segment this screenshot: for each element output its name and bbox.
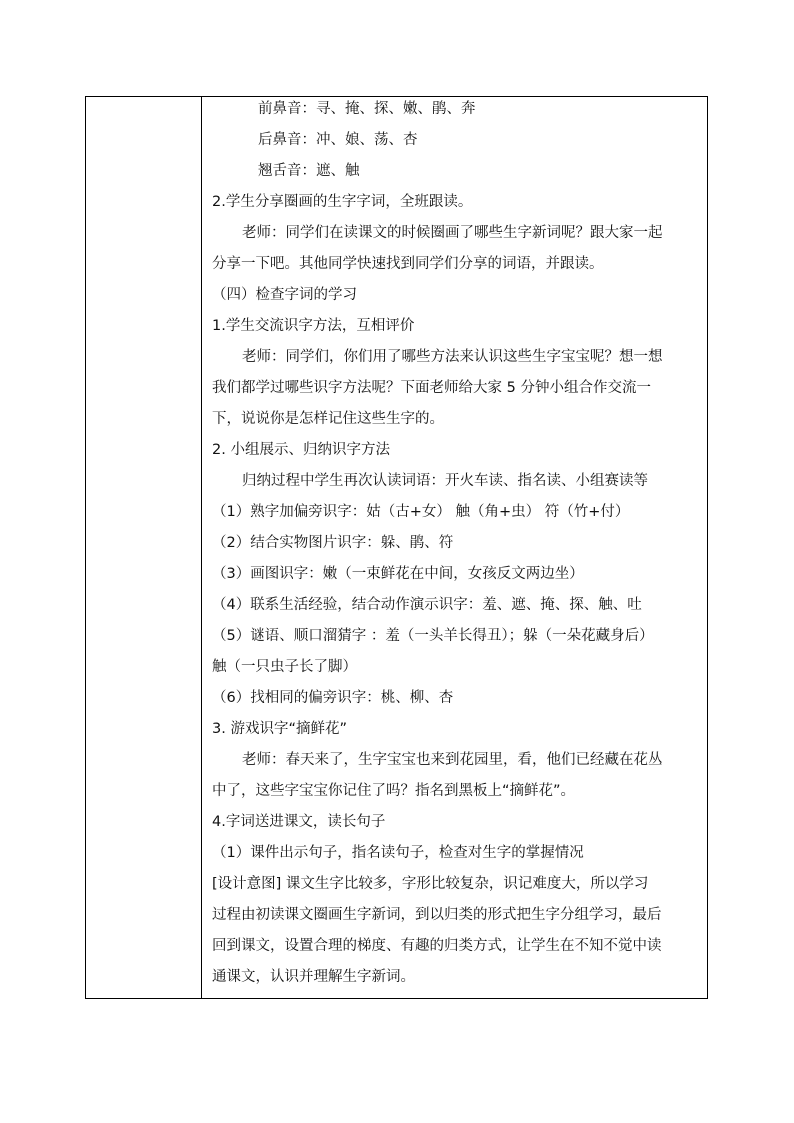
design-intent-line-4: 通课文，认识并理解生字新词。 <box>212 969 415 985</box>
text-line-back-nasal: 后鼻音：冲、娘、荡、杏 <box>258 132 418 148</box>
design-intent-line-1: [设计意图] 课文生字比较多，字形比较复杂，识记难度大，所以学习 <box>212 876 649 892</box>
text-line-teacher-2c: 下，说说你是怎样记住这些生字的。 <box>212 411 444 427</box>
lesson-plan-table <box>85 96 708 999</box>
text-line-teacher-1b: 分享一下吧。其他同学快速找到同学们分享的词语，并跟读。 <box>212 256 604 272</box>
text-line-teacher-3a: 老师：春天来了，生字宝宝也来到花园里，看，他们已经藏在花丛 <box>242 752 663 768</box>
list-item-6: （6）找相同的偏旁识字：桃、柳、杏 <box>212 690 454 706</box>
text-line-step-1: 1.学生交流识字方法，互相评价 <box>212 318 415 334</box>
list-item-3: （3）画图识字：嫩（一束鲜花在中间，女孩反文两边坐） <box>212 566 584 582</box>
list-item-1: （1）熟字加偏旁识字：姑（古+女） 触（角+虫） 符（竹+付） <box>212 504 630 520</box>
design-intent-line-2: 过程由初读课文圈画生字新词，到以归类的形式把生字分组学习，最后 <box>212 907 662 923</box>
text-line-teacher-3b: 中了，这些字宝宝你记住了吗？指名到黑板上“摘鲜花”。 <box>212 783 576 799</box>
list-item-5-cont: 触（一只虫子长了脚） <box>212 659 357 675</box>
text-line-step-2: 2.学生分享圈画的生字字词，全班跟读。 <box>212 194 473 210</box>
left-column-cell <box>86 97 202 998</box>
text-line-teacher-2b: 我们都学过哪些识字方法呢？下面老师给大家 5 分钟小组合作交流一 <box>212 380 651 396</box>
text-line-step-3: 3. 游戏识字“摘鲜花” <box>212 721 347 737</box>
section-heading-4: （四）检查字词的学习 <box>212 287 357 303</box>
text-line-step-4: 4.字词送进课文，读长句子 <box>212 814 386 830</box>
text-line-teacher-2a: 老师：同学们，你们用了哪些方法来认识这些生字宝宝呢？想一想 <box>242 349 663 365</box>
list-item-4: （4）联系生活经验，结合动作演示识字：羞、遮、掩、探、触、吐 <box>212 597 642 613</box>
text-line-summary: 归纳过程中学生再次认读词语：开火车读、指名读、小组赛读等 <box>242 473 648 489</box>
text-line-front-nasal: 前鼻音：寻、掩、探、嫩、鹃、奔 <box>258 101 476 117</box>
list-item-2: （2）结合实物图片识字：躲、鹃、符 <box>212 535 454 551</box>
design-intent-line-3: 回到课文，设置合理的梯度、有趣的归类方式，让学生在不知不觉中读 <box>212 938 662 954</box>
text-line-teacher-1a: 老师：同学们在读课文的时候圈画了哪些生字新词呢？跟大家一起 <box>242 225 663 241</box>
text-line-step-2-group: 2. 小组展示、归纳识字方法 <box>212 442 390 458</box>
text-line-retroflex: 翘舌音：遮、触 <box>258 163 360 179</box>
content-cell <box>202 97 707 998</box>
list-item-5: （5）谜语、顺口溜猜字 ：羞（一头羊长得丑）；躲（一朵花藏身后） <box>212 628 654 644</box>
list-item-4-1: （1）课件出示句子，指名读句子，检查对生字的掌握情况 <box>212 845 584 861</box>
